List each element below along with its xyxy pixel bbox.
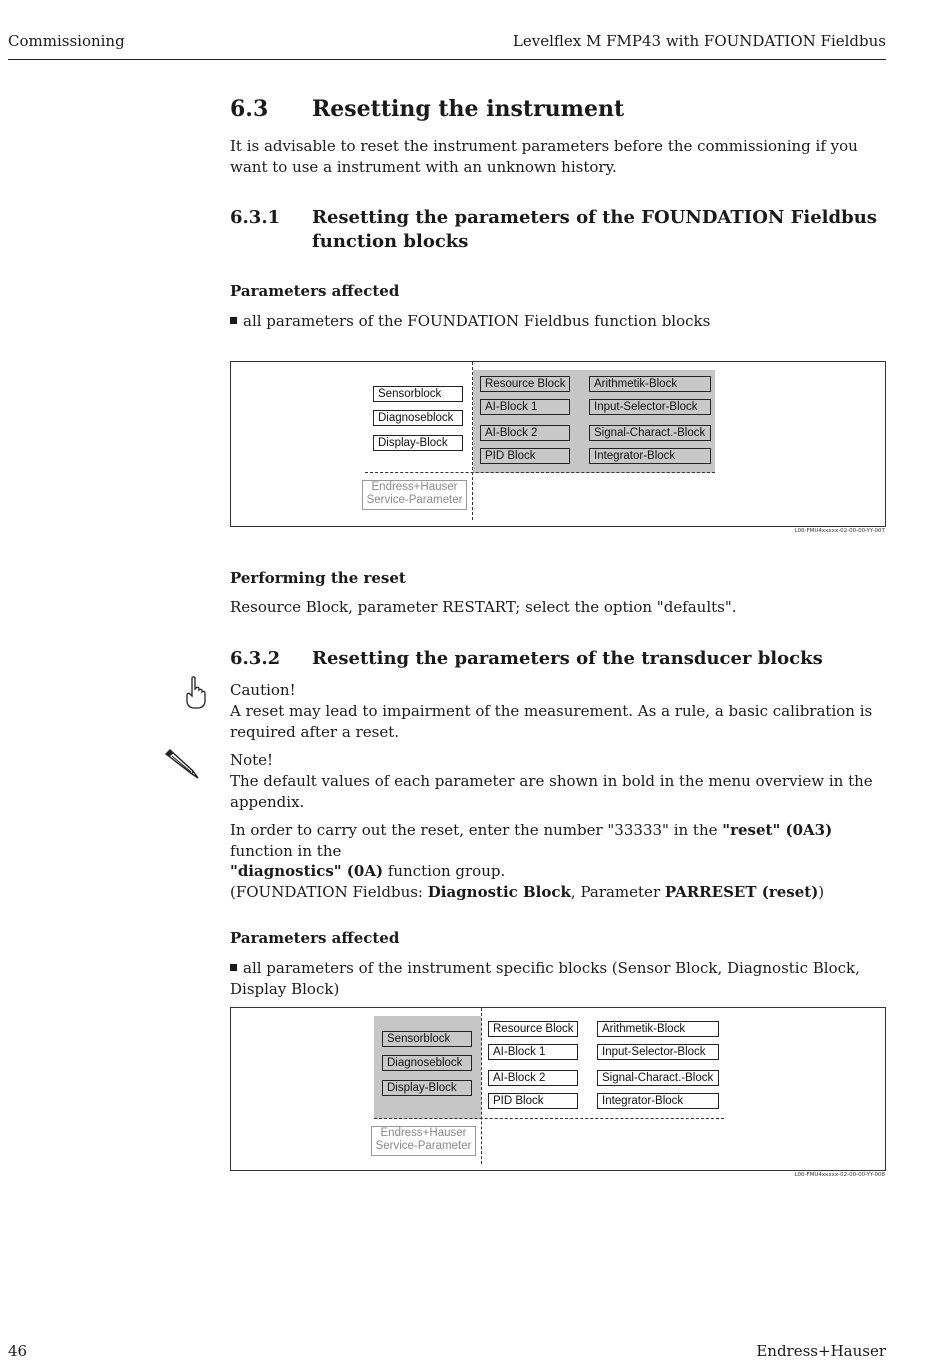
fig-block: PID Block <box>488 1093 578 1109</box>
params-bullet: all parameters of the FOUNDATION Fieldbus function blocks <box>230 311 890 332</box>
subsection-title-line2: function blocks <box>312 231 469 252</box>
pencil-icon <box>162 748 202 782</box>
fig-block: Diagnoseblock <box>373 410 463 426</box>
running-header-right: Levelflex M FMP43 with FOUNDATION Fieldbus <box>512 32 886 50</box>
figure-caption: L00-FMU4xxxxx-02-00-00-YY-007 <box>794 528 885 534</box>
fig-block: Arithmetik-Block <box>589 376 711 392</box>
fig-block: Display-Block <box>382 1080 472 1096</box>
running-header-left: Commissioning <box>8 32 125 50</box>
subsection-title-line1: Resetting the parameters of the FOUNDATION Fieldbus <box>312 207 877 228</box>
service-parameter-box: Endress+Hauser Service-Parameter <box>362 480 467 510</box>
fig-block: Input-Selector-Block <box>589 399 711 415</box>
fig-block: Diagnoseblock <box>382 1055 472 1071</box>
params-affected-heading: Parameters affected <box>230 929 400 947</box>
service-parameter-box: Endress+Hauser Service-Parameter <box>371 1126 476 1156</box>
params-affected-heading: Parameters affected <box>230 282 400 300</box>
figure-caption: L00-FMU4xxxxx-02-00-00-YY-008 <box>794 1172 885 1178</box>
intro-paragraph: It is advisable to reset the instrument parameters before the commissioning if you want to use a instrument with an unknown history. <box>230 137 858 176</box>
note-label: Note! <box>230 751 274 769</box>
fig-block: Integrator-Block <box>597 1093 719 1109</box>
figure-function-blocks <box>230 361 886 527</box>
fig-block: PID Block <box>480 448 570 464</box>
fig-block: Input-Selector-Block <box>597 1044 719 1060</box>
section-title: Resetting the instrument <box>312 96 625 122</box>
subsection-number: 6.3.1 <box>230 207 281 228</box>
pointing-hand-icon <box>184 676 206 710</box>
fig-block: Signal-Charact.-Block <box>589 425 711 441</box>
footer-brand: Endress+Hauser <box>756 1342 886 1360</box>
caution-text: A reset may lead to impairment of the measurement. As a rule, a basic calibration is required after a reset. <box>230 702 873 741</box>
caution-label: Caution! <box>230 681 296 699</box>
performing-reset-text: Resource Block, parameter RESTART; select the option "defaults". <box>230 598 737 616</box>
bullet-square-icon <box>230 317 237 324</box>
reset-instructions: In order to carry out the reset, enter the number "33333" in the "reset" (0A3) function in the "diagnostics" (0A) function group. (FOUNDATION Fieldbus: Diagnostic Block, Parameter PARRESET (reset)) <box>230 821 833 901</box>
fig-block: Signal-Charact.-Block <box>597 1070 719 1086</box>
fig-block: AI-Block 2 <box>488 1070 578 1086</box>
subsection-title: Resetting the parameters of the transducer blocks <box>312 648 823 669</box>
dashed-divider-vertical <box>472 362 473 520</box>
page-number: 46 <box>8 1342 28 1360</box>
header-rule <box>8 59 886 60</box>
fig-block: AI-Block 1 <box>488 1044 578 1060</box>
params-bullet: all parameters of the instrument specific blocks (Sensor Block, Diagnostic Block, Display Block) <box>230 959 860 998</box>
section-number: 6.3 <box>230 96 269 122</box>
fig-block: AI-Block 1 <box>480 399 570 415</box>
fig-block: Resource Block <box>480 376 570 392</box>
fig-block: Sensorblock <box>373 386 463 402</box>
performing-reset-heading: Performing the reset <box>230 569 406 587</box>
note-text: The default values of each parameter are shown in bold in the menu overview in the appendix. <box>230 772 873 811</box>
fig-block: Sensorblock <box>382 1031 472 1047</box>
subsection-number: 6.3.2 <box>230 648 281 669</box>
fig-block: AI-Block 2 <box>480 425 570 441</box>
dashed-divider-horizontal <box>365 472 715 473</box>
fig-block: Integrator-Block <box>589 448 711 464</box>
figure-transducer-blocks <box>230 1007 886 1171</box>
bullet-square-icon <box>230 964 237 971</box>
fig-block: Arithmetik-Block <box>597 1021 719 1037</box>
dashed-divider-vertical <box>481 1008 482 1164</box>
dashed-divider-horizontal <box>374 1118 724 1119</box>
fig-block: Display-Block <box>373 435 463 451</box>
fig-block: Resource Block <box>488 1021 578 1037</box>
